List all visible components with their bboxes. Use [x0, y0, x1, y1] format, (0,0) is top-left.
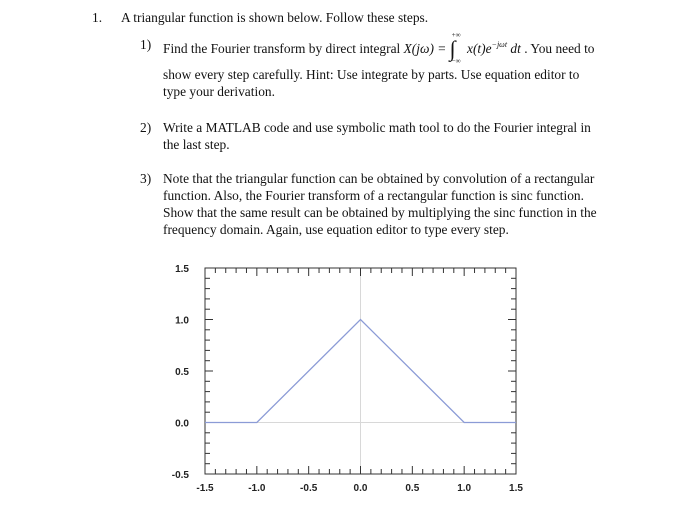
step-3-line3: Show that the same result can be obtained by multiplying the sinc function in the — [163, 205, 597, 220]
x-tick-label: 0.0 — [353, 483, 368, 494]
x-tick-label: 1.0 — [457, 483, 472, 494]
integrand: x(t)e — [467, 41, 492, 56]
step-3-line2: function. Also, the Fourier transform of a rectangular function is sinc function. — [163, 188, 584, 203]
x-tick-label: 1.5 — [509, 483, 523, 494]
step-2-line2: the last step. — [163, 137, 230, 152]
equation-lhs: X(jω) = — [403, 41, 447, 56]
integral-lower: −∞ — [451, 57, 461, 65]
step-3-number: 3) — [140, 171, 152, 186]
step-2-number: 2) — [140, 120, 152, 135]
integral-upper: +∞ — [451, 31, 461, 39]
x-tick-label: -0.5 — [300, 483, 318, 494]
step-1-suffix: . You need to — [524, 41, 595, 56]
y-tick-label: -0.5 — [171, 470, 189, 481]
step-3-line4: frequency domain. Again, use equation editor to type every step. — [163, 222, 509, 237]
step-2-line1: Write a MATLAB code and use symbolic math tool to do the Fourier integral in — [163, 120, 591, 135]
y-tick-label: 1.0 — [175, 315, 189, 327]
x-tick-label: 0.5 — [405, 483, 420, 494]
step-1-line3: type your derivation. — [163, 84, 275, 99]
step-1-prefix: Find the Fourier transform by direct integral — [163, 41, 401, 56]
differential: dt — [510, 41, 521, 56]
y-tick-label: 0.0 — [175, 418, 189, 430]
integral-sign: ∫ +∞ −∞ — [450, 37, 464, 57]
step-3-line1: Note that the triangular function can be obtained by convolution of a rectangular — [163, 171, 595, 186]
step-1-line2: show every step carefully. Hint: Use integrate by parts. Use equation editor to — [163, 67, 580, 82]
problem-intro: A triangular function is shown below. Follow these steps. — [121, 10, 429, 25]
y-tick-label: 1.5 — [175, 264, 189, 275]
step-1-number: 1) — [140, 37, 152, 52]
integrand-exponent: −jωt — [491, 40, 508, 49]
x-tick-label: -1.5 — [196, 483, 214, 494]
chart-grid — [205, 268, 516, 474]
problem-number: 1. — [92, 10, 103, 25]
x-tick-label: -1.0 — [248, 483, 266, 494]
y-tick-label: 0.5 — [175, 367, 189, 378]
